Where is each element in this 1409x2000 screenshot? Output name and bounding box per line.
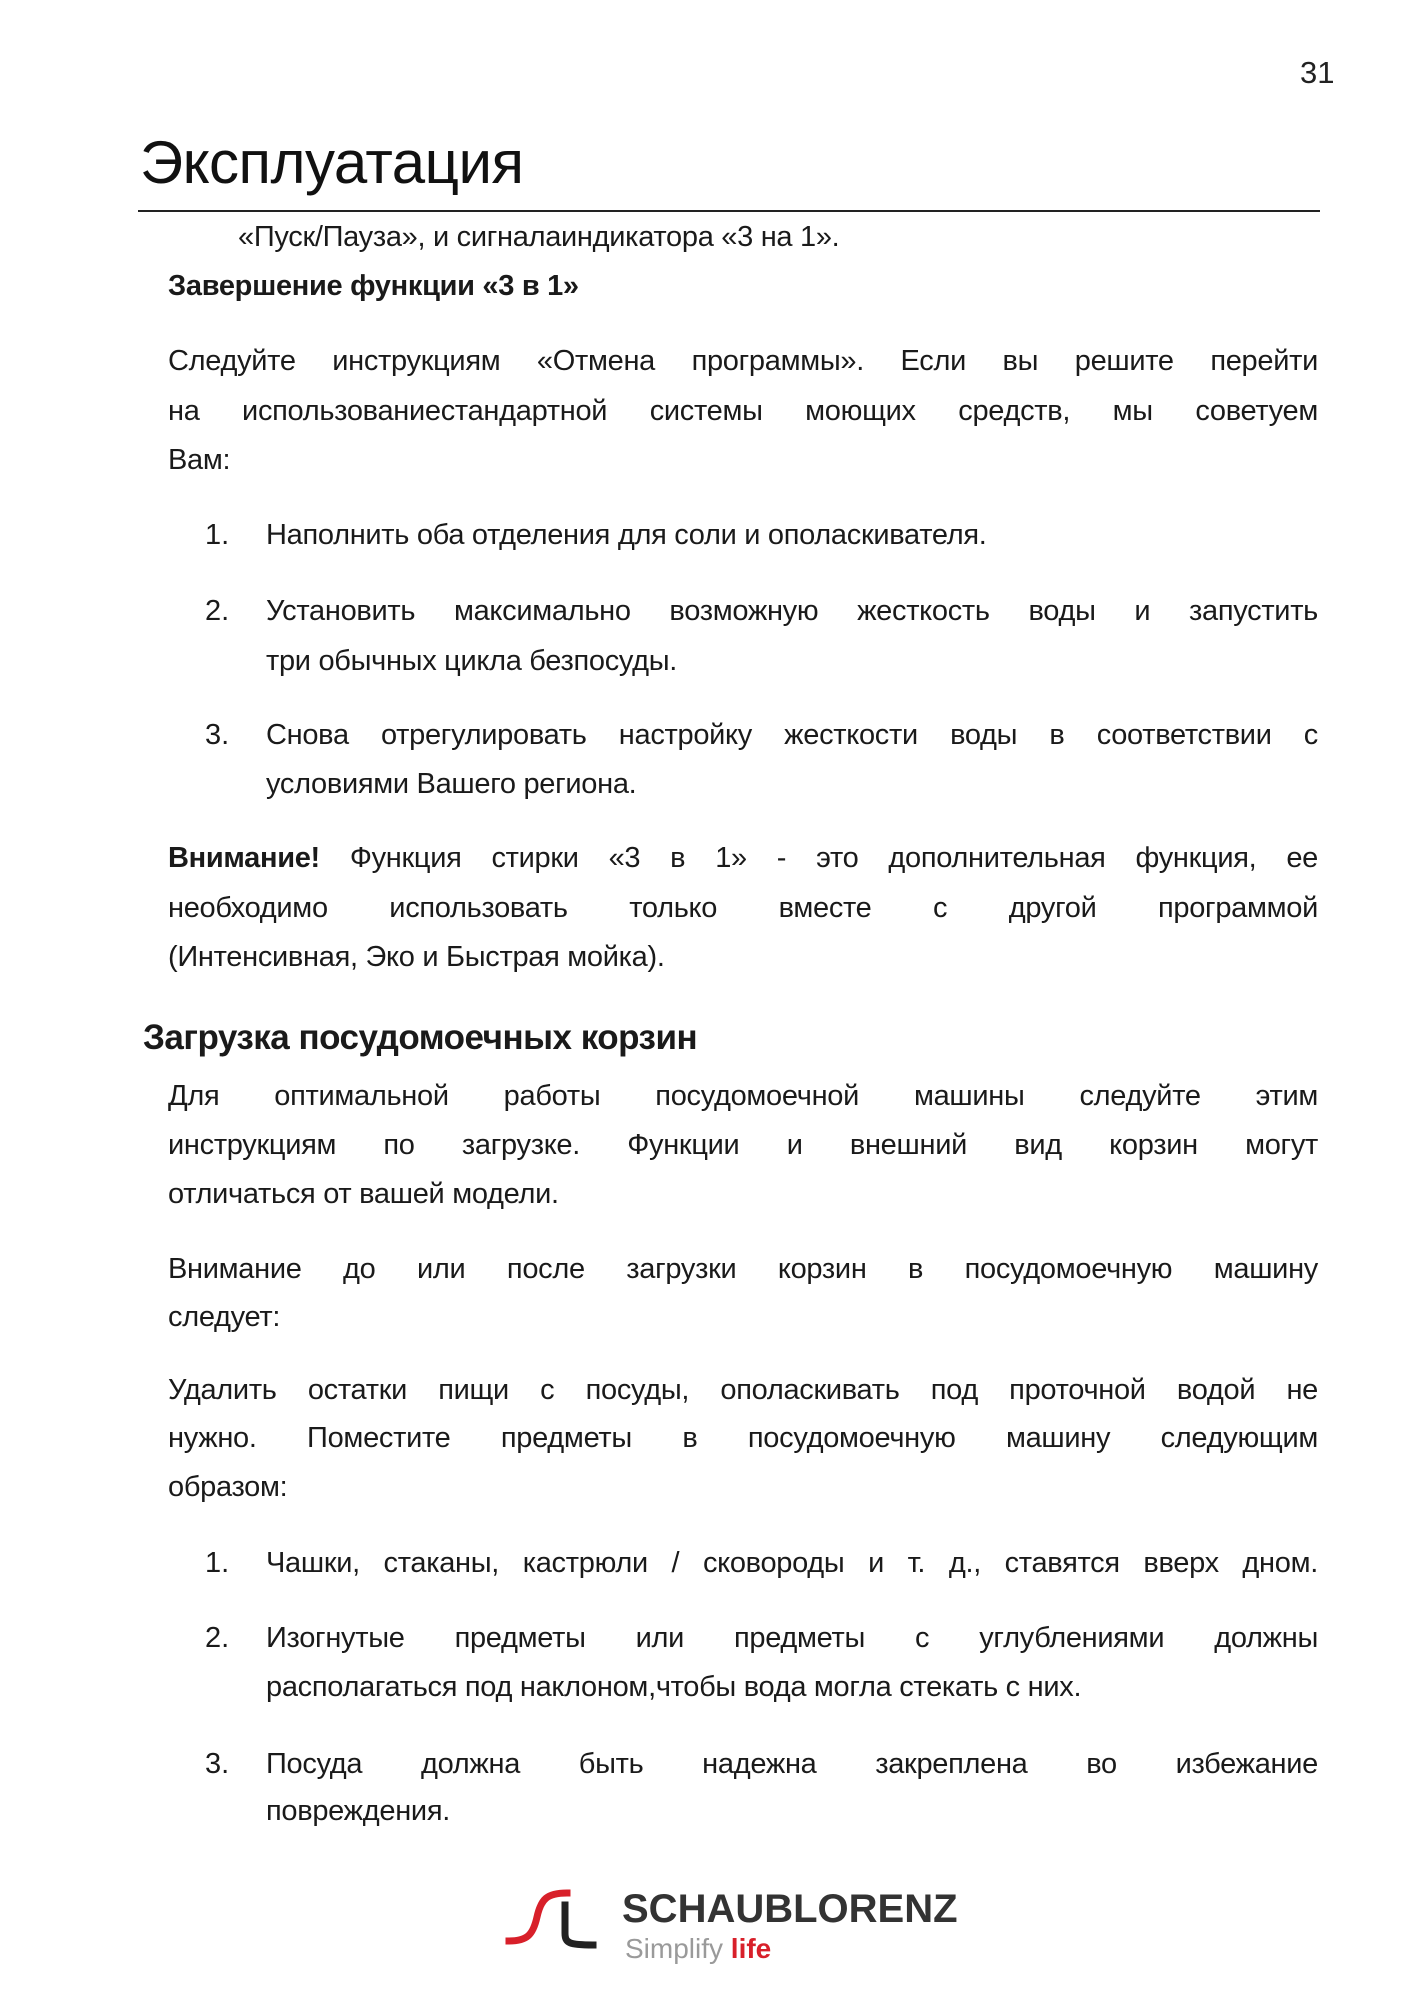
section-heading-loading: Загрузка посудомоечных корзин	[143, 1018, 698, 1057]
section-title: Эксплуатация	[140, 129, 524, 196]
paragraph-line: Внимание до или после загрузки корзин в посудомоечную машину	[168, 1253, 1318, 1285]
list-number: 1.	[205, 1547, 230, 1579]
brand-name-part2: LORENZ	[793, 1887, 958, 1931]
tagline-life: life	[730, 1933, 772, 1964]
paragraph-line: Удалить остатки пищи с посуды, ополаскивать под проточной водой не	[168, 1374, 1318, 1406]
tagline-simplify: Simplify	[625, 1933, 724, 1964]
page-number: 31	[1300, 55, 1335, 90]
warning-line: (Интенсивная, Эко и Быстрая мойка).	[168, 941, 665, 973]
brand-name	[622, 1887, 958, 1932]
list-number: 3.	[205, 719, 230, 751]
list-item: Снова отрегулировать настройку жесткости воды в соответствии с	[266, 719, 1318, 751]
list-item: Чашки, стаканы, кастрюли / сковороды и т. д., ставятся вверх дном.	[266, 1547, 1318, 1579]
list-item: Наполнить оба отделения для соли и ополаскивателя.	[266, 519, 987, 551]
paragraph-line: Следуйте инструкциям «Отмена программы». Если вы решите перейти	[168, 345, 1318, 377]
list-item-continued: условиями Вашего региона.	[266, 768, 637, 800]
paragraph-line: нужно. Поместите предметы в посудомоечную машину следующим	[168, 1422, 1318, 1454]
paragraph-line: образом:	[168, 1471, 288, 1503]
list-item-continued: три обычных цикла безпосуды.	[266, 645, 678, 677]
warning-line	[168, 840, 1318, 876]
list-item: Посуда должна быть надежна закреплена во избежание	[266, 1748, 1318, 1780]
list-item: Изогнутые предметы или предметы с углублениями должны	[266, 1622, 1318, 1654]
brand-tagline	[625, 1933, 771, 1965]
warning-text: Функция стирки «3 в 1» - это дополнительная функция, ее	[349, 842, 1318, 874]
warning-line: необходимо использовать только вместе с другой программой	[168, 892, 1318, 924]
brand-logo	[505, 1885, 958, 1970]
list-item: Установить максимально возможную жесткость воды и запустить	[266, 595, 1318, 627]
list-number: 2.	[205, 1622, 230, 1654]
logo-swoosh-icon	[505, 1885, 615, 1965]
list-number: 1.	[205, 519, 230, 551]
list-item-continued: повреждения.	[266, 1795, 450, 1827]
list-number: 3.	[205, 1748, 230, 1780]
warning-label: Внимание!	[168, 842, 320, 874]
title-divider	[138, 210, 1320, 212]
continuation-line: «Пуск/Пауза», и сигналаиндикатора «3 на 1».	[238, 221, 840, 253]
paragraph-line: Для оптимальной работы посудомоечной машины следуйте этим	[168, 1080, 1318, 1112]
paragraph-line: на использованиестандартной системы моющих средств, мы советуем	[168, 395, 1318, 427]
paragraph-line: инструкциям по загрузке. Функции и внешний вид корзин могут	[168, 1129, 1318, 1161]
paragraph-line: отличаться от вашей модели.	[168, 1178, 559, 1210]
paragraph-line: следует:	[168, 1301, 281, 1333]
subheading-finish-3in1: Завершение функции «3 в 1»	[168, 270, 579, 302]
paragraph-line: Вам:	[168, 444, 231, 476]
brand-name-part1: SCHAUB	[622, 1887, 794, 1931]
list-item-continued: располагаться под наклоном,чтобы вода могла стекать с них.	[266, 1671, 1082, 1703]
list-number: 2.	[205, 595, 230, 627]
